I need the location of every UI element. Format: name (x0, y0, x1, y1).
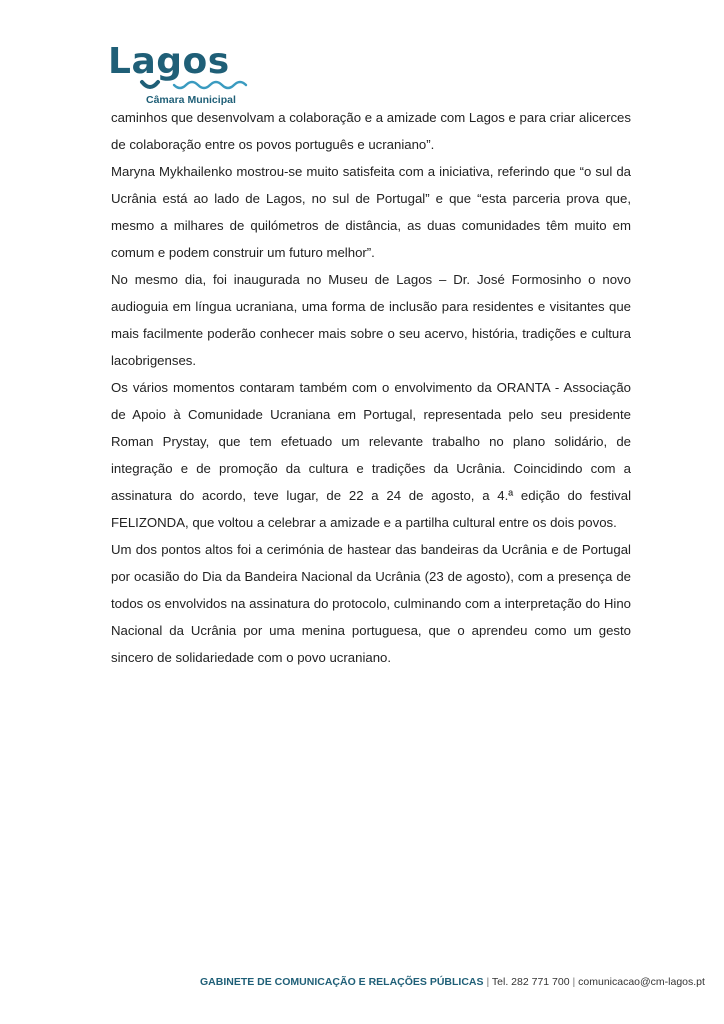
footer-phone: Tel. 282 771 700 (491, 976, 570, 988)
footer-email[interactable]: comunicacao@cm-lagos.pt (578, 976, 705, 988)
article-body (111, 104, 631, 671)
lagos-logo (108, 42, 248, 110)
paragraph: No mesmo dia, foi inaugurada no Museu de Lagos – Dr. José Formosinho o novo audioguia em língua ucraniana, uma forma de inclusão para residentes e visitantes que mais facilmente poderão conhecer mais sobre o seu acervo, história, tradições e cultura lacobrigenses. (111, 272, 631, 368)
logo-wordmark: Lagos (108, 41, 230, 82)
page-footer (200, 976, 705, 988)
paragraph: Um dos pontos altos foi a cerimónia de hastear das bandeiras da Ucrânia e de Portugal por ocasião do Dia da Bandeira Nacional da Ucrânia (23 de agosto), com a presença de todos os envolvidos na assinatura do protocolo, culminando com a interpretação do Hino Nacional da Ucrânia por uma menina portuguesa, que o aprendeu como um gesto sincero de solidariedade com o povo ucraniano. (111, 542, 631, 665)
footer-department: GABINETE DE COMUNICAÇÃO E RELAÇÕES PÚBLICAS (200, 976, 484, 988)
waves-icon (138, 77, 248, 95)
logo-subtitle: Câmara Municipal (146, 94, 236, 106)
paragraph: caminhos que desenvolvam a colaboração e a amizade com Lagos e para criar alicerces de colaboração entre os povos português e ucraniano”. (111, 110, 631, 152)
paragraph: Os vários momentos contaram também com o envolvimento da ORANTA - Associação de Apoio à Comunidade Ucraniana em Portugal, representada pelo seu presidente Roman Prystay, que tem efetuado um relevante trabalho no plano solidário, de integração e de promoção da cultura e tradições da Ucrânia. Coincidindo com a assinatura do acordo, teve lugar, de 22 a 24 de agosto, a 4.ª edição do festival FELIZONDA, que voltou a celebrar a amizade e a partilha cultural entre os dois povos. (111, 380, 631, 530)
footer-separator: | (572, 976, 576, 988)
footer-separator: | (486, 976, 490, 988)
paragraph: Maryna Mykhailenko mostrou-se muito satisfeita com a iniciativa, referindo que “o sul da Ucrânia está ao lado de Lagos, no sul de Portugal” e que “esta parceria prova que, mesmo a milhares de quilómetros de distância, as duas comunidades têm muito em comum e podem construir um futuro melhor”. (111, 164, 631, 260)
